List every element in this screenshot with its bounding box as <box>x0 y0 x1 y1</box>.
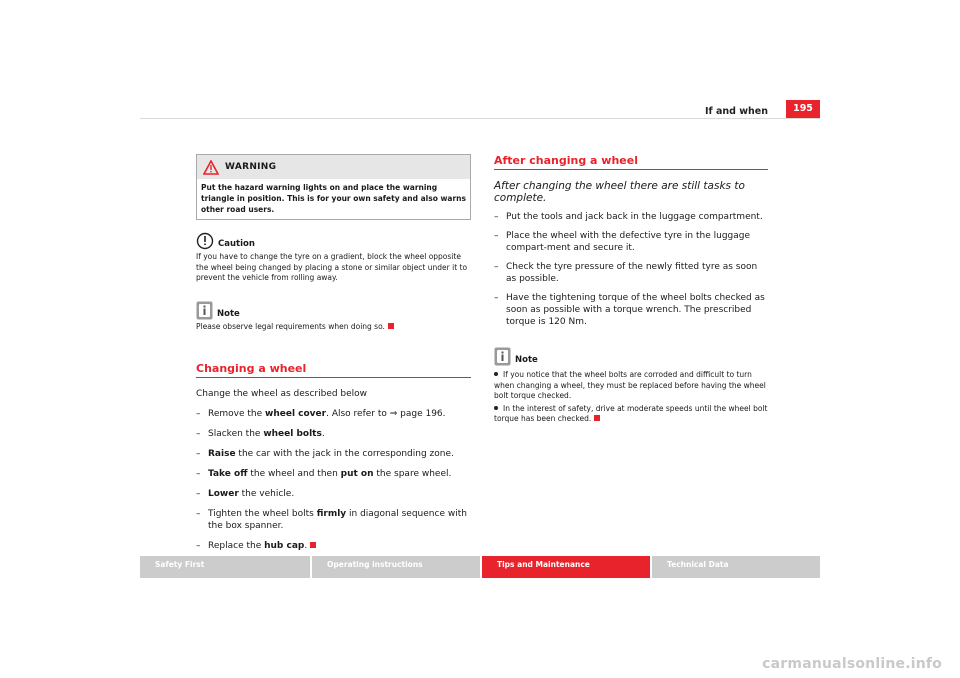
caution-exclamation-icon <box>196 232 214 250</box>
caution-header <box>196 228 471 250</box>
list-item: – Replace the hub cap. <box>196 540 471 552</box>
list-item: – Remove the wheel cover. Also refer to ⇒ page 196. <box>196 409 446 419</box>
list-item: – Put the tools and jack back in the luggage compartment. <box>494 212 763 222</box>
bullet-dot <box>494 372 498 376</box>
list-item: In the interest of safety, drive at moderate speeds until the wheel bolt torque has been checked. <box>494 403 768 423</box>
list-item: – Check the tyre pressure of the newly fitted tyre as soon as possible. <box>494 262 758 284</box>
list-item: – Tighten the wheel bolts firmly in diagonal sequence with the box spanner. <box>196 509 467 531</box>
warning-header <box>197 155 470 179</box>
tab-safety-first[interactable]: Safety First <box>140 556 310 578</box>
note-text-left <box>196 322 471 333</box>
warning-triangle-icon <box>203 160 219 175</box>
section-title-changing-wheel: Changing a wheel <box>196 362 471 378</box>
list-item: – Take off the wheel and then put on the spare wheel. <box>196 469 452 479</box>
bullet-dot <box>494 406 498 410</box>
end-mark <box>388 323 394 329</box>
list-item: – Lower the vehicle. <box>196 489 295 499</box>
note-block-left <box>196 298 471 333</box>
note-title-right: Note <box>515 355 538 365</box>
steps-changing-wheel <box>196 408 471 552</box>
right-column <box>494 154 768 425</box>
list-item: – Have the tightening torque of the wheel bolts checked as soon as possible with a torque wrench. The prescribed torque is 120 Nm. <box>494 293 765 327</box>
note-bullets-right <box>494 370 768 425</box>
list-item: – Place the wheel with the defective tyre in the luggage compart-ment and secure it. <box>494 231 751 253</box>
warning-text: Put the hazard warning lights on and place the warning triangle in position. This is for your own safety and also warns other road users. <box>201 183 466 214</box>
caution-text: If you have to change the tyre on a gradient, block the wheel opposite the wheel being changed by placing a stone or similar object under it to prevent the vehicle from rolling away. <box>196 252 468 282</box>
note-title-left: Note <box>217 308 240 319</box>
note-text-left-content: Please observe legal requirements when doing so. <box>196 321 385 331</box>
caution-block <box>196 228 471 284</box>
note-info-icon <box>196 301 213 320</box>
warning-title: WARNING <box>225 162 277 172</box>
watermark-text: carmanualsonline.info <box>762 656 942 672</box>
tab-tips-and-maintenance[interactable]: Tips and Maintenance <box>480 556 650 578</box>
list-item: If you notice that the wheel bolts are corroded and difficult to turn when changing a wheel, they must be replaced before having the wheel bolt torque checked. <box>494 370 766 400</box>
end-mark <box>310 542 316 548</box>
note-header-left <box>196 298 471 320</box>
list-item: – Raise the car with the jack in the corresponding zone. <box>196 449 454 459</box>
section-intro-changing-wheel: Change the wheel as described below <box>196 389 368 399</box>
footer-tabs <box>140 556 820 578</box>
header-divider <box>140 118 820 119</box>
caution-title: Caution <box>218 239 255 249</box>
section-title-after-changing: After changing a wheel <box>494 154 768 170</box>
note-info-icon <box>494 347 511 366</box>
list-item: – Slacken the wheel bolts. <box>196 429 325 439</box>
section-changing-wheel <box>196 362 471 552</box>
section-intro-after-changing: After changing the wheel there are still tasks to complete. <box>494 180 745 204</box>
end-mark <box>594 415 600 421</box>
tab-technical-data[interactable]: Technical Data <box>650 556 820 578</box>
page-section-title: If and when <box>704 106 768 117</box>
steps-after-changing <box>494 211 768 328</box>
page-number: 195 <box>786 100 820 118</box>
note-header-right <box>494 344 768 366</box>
tab-operating-instructions[interactable]: Operating instructions <box>310 556 480 578</box>
left-column <box>196 154 471 552</box>
note-block-right <box>494 344 768 425</box>
warning-box <box>196 154 471 220</box>
